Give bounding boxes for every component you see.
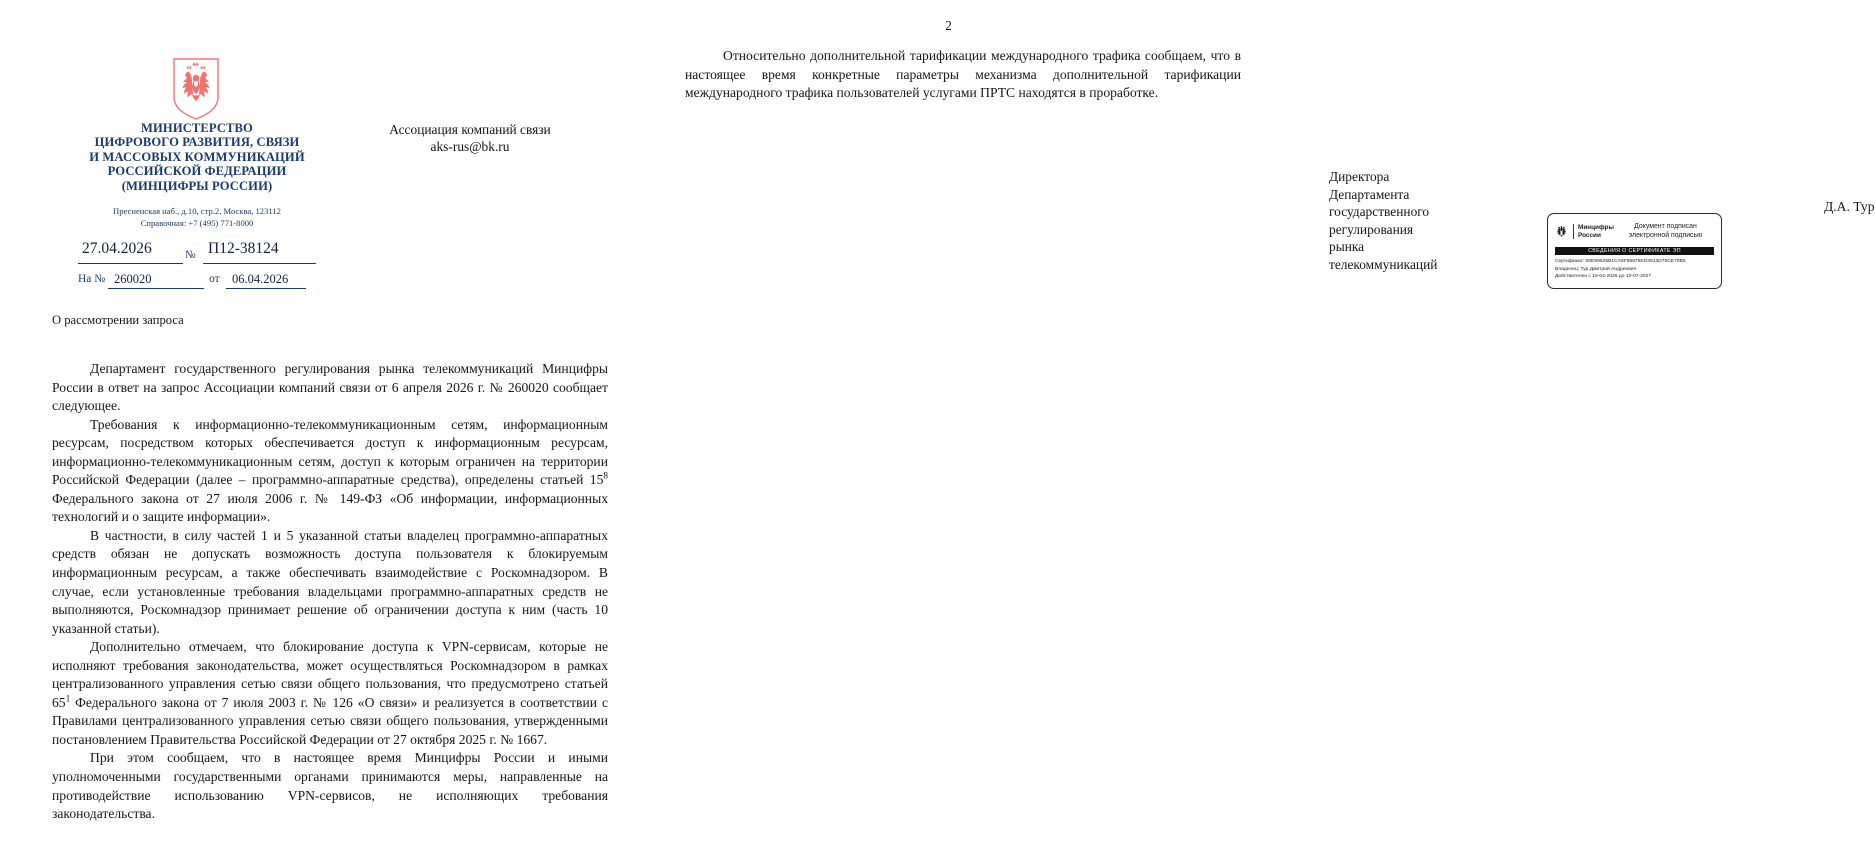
page-number: 2: [945, 18, 952, 33]
ministry-contact-block: [42, 206, 352, 229]
superscript: 1: [65, 693, 71, 704]
superscript: 8: [603, 470, 608, 481]
estamp-brand-line-2: России: [1578, 231, 1601, 239]
ministry-title-line-4: РОССИЙСКОЙ ФЕДЕРАЦИИ: [107, 164, 287, 179]
minciphry-eagle-icon: [1555, 225, 1568, 239]
ministry-title-line-2: ЦИФРОВОГО РАЗВИТИЯ, СВЯЗИ: [94, 135, 300, 150]
incoming-date-value: 06.04.2026: [232, 272, 289, 286]
estamp-headline: [1619, 223, 1714, 240]
addressee-block: [355, 122, 585, 155]
signature-title-line-2: государственного регулирования: [1329, 204, 1430, 237]
incoming-number-rule: [108, 288, 204, 289]
signature-title-line-3: рынка телекоммуникаций: [1329, 239, 1438, 272]
estamp-headline-line-2: электронной подписью: [1628, 231, 1703, 239]
page-2-body: [685, 47, 1241, 103]
outgoing-date: 27.04.2026: [82, 240, 152, 257]
estamp-certificate-fields: [1555, 258, 1714, 280]
estamp-header: [1555, 219, 1714, 244]
paragraph: Требования к информационно-телекоммуникационным сетям, информационным ресурсам, посредством которых обеспечивается доступ к информационным ресурсам, информационно-телекоммуникационным сетям, доступ к которым ограничен на территории Российской Федерации (далее – программно-аппаратные средства), определены статьей $15^8$ Федерального закона от 27 июля 2006 г. № 149-ФЗ «Об информации, информационных технологий и о защите информации».: [52, 416, 608, 525]
estamp-certificate-validity: Действителен с 16-04-2026 до 10-07-2027: [1555, 273, 1652, 279]
estamp-certificate-bar: СВЕДЕНИЯ О СЕРТИФИКАТЕ ЭП: [1555, 247, 1714, 255]
document-page-1: [0, 0, 632, 841]
outgoing-number-rule: [203, 263, 316, 264]
ministry-title: [42, 121, 352, 193]
estamp-brand-line-1: Минцифры: [1578, 223, 1614, 231]
document-page-2: [632, 0, 1875, 841]
estamp-certificate-owner: Владелец: Тур Дмитрий Андреевич: [1555, 266, 1637, 272]
paragraph: Относительно дополнительной тарификации международного трафика сообщаем, что в настоящее время конкретные параметры механизма дополнительной тарификации международного трафика пользователей услугами ПРТС находятся в проработке.: [685, 48, 1241, 101]
incoming-reference-line: [78, 272, 328, 290]
addressee-organization: Ассоциация компаний связи: [389, 122, 551, 137]
electronic-signature-stamp: [1547, 213, 1722, 289]
paragraph: При этом сообщаем, что в настоящее время Минцифры России и иными уполномоченными государственными органами принимаются меры, направленные на противодействие использованию VPN-сервисов, не исполняющих требования законодательства.: [52, 750, 608, 822]
letter-subject: О рассмотрении запроса: [52, 313, 184, 327]
paragraph: Департамент государственного регулирования рынка телекоммуникаций Минцифры России в ответ на запрос Ассоциации компаний связи от 6 апреля 2026 г. № 260020 сообщает следующее.: [52, 361, 608, 414]
ministry-address: Пресненская наб., д.10, стр.2, Москва, 123112: [113, 206, 281, 216]
incoming-date-rule: [226, 288, 306, 289]
outgoing-reference-line: [78, 240, 318, 270]
incoming-date-label: от: [209, 273, 220, 285]
outgoing-number: П12-38124: [208, 240, 279, 257]
paragraph: В частности, в силу частей 1 и 5 указанной статьи владелец программно-аппаратных средств обязан не допускать возможность доступа пользователя к блокируемым информационным ресурсам, а также обеспечивать взаимодействие с Роскомнадзором. В случае, если установленные требования владельцами программно-аппаратных средств не выполняются, Роскомнадзор принимает решение об ограничении доступа к ним (часть 10 указанной статьи).: [52, 527, 608, 636]
signature-title-line-1: Директора Департамента: [1329, 169, 1410, 202]
signature-title-block: [1329, 168, 1437, 274]
ministry-title-line-5: (МИНЦИФРЫ РОССИИ): [121, 178, 273, 193]
ministry-title-line-1: МИНИСТЕРСТВО: [141, 121, 253, 135]
paragraph: Дополнительно отмечаем, что блокирование доступа к VPN-сервисам, которые не исполняют требования законодательства, может осуществляться Роскомнадзором в рамках централизованного управления сетью связи общего пользования, что предусмотрено статьей $65^1$ Федерального закона от 7 июля 2003 г. № 126 «О связи» и реализуется в соответствии с Правилами централизованного управления сетью связи общего пользования, утвержденными постановлением Правительства Российской Федерации от 27 октября 2025 г. № 1667.: [52, 639, 608, 747]
addressee-email: aks-rus@bk.ru: [430, 138, 510, 154]
signer-name: Д.А. Тур: [1824, 199, 1875, 214]
incoming-number-label: На №: [78, 273, 106, 285]
estamp-certificate-serial: Сертификат: 00E99625B1CA8F96675ED3913D70CE70B5: [1555, 259, 1686, 265]
incoming-number-value: 260020: [114, 272, 152, 286]
russian-coat-of-arms-emblem-icon: [172, 57, 220, 121]
ministry-phone: Справочная: +7 (495) 771-8000: [140, 217, 254, 228]
ministry-title-line-3: И МАССОВЫХ КОММУНИКАЦИЙ: [89, 149, 305, 164]
number-symbol: №: [185, 249, 196, 261]
outgoing-date-rule: [78, 263, 183, 264]
estamp-brand: [1573, 224, 1614, 239]
estamp-headline-line-1: Документ подписан: [1634, 222, 1697, 230]
page-1-body: [52, 360, 608, 824]
